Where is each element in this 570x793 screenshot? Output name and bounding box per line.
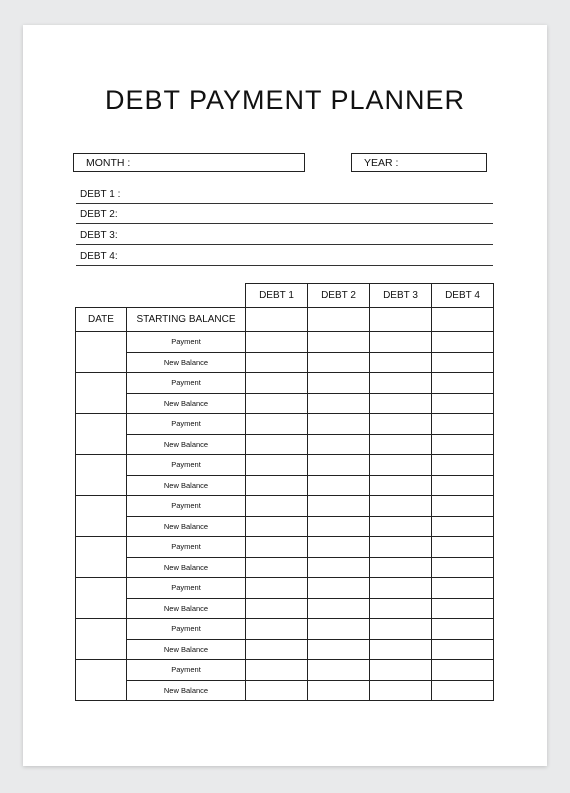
- debt-2-header: DEBT 2: [308, 284, 370, 308]
- page-title: DEBT PAYMENT PLANNER: [104, 85, 466, 115]
- payment-amount-cell[interactable]: [308, 496, 370, 517]
- date-cell[interactable]: [76, 332, 127, 373]
- payment-amount-cell[interactable]: [246, 496, 308, 517]
- date-cell[interactable]: [76, 373, 127, 414]
- payment-row: [76, 332, 494, 353]
- new-balance-row: [76, 393, 494, 414]
- new-balance-amount-cell[interactable]: [246, 516, 308, 537]
- payment-amount-cell[interactable]: [432, 578, 494, 599]
- year-field[interactable]: [351, 153, 487, 172]
- debt-cell[interactable]: [432, 308, 494, 332]
- payment-amount-cell[interactable]: [308, 455, 370, 476]
- new-balance-row: [76, 475, 494, 496]
- new-balance-amount-cell[interactable]: [308, 434, 370, 455]
- new-balance-amount-cell[interactable]: [246, 598, 308, 619]
- payment-amount-cell[interactable]: [308, 332, 370, 353]
- new-balance-row: [76, 557, 494, 578]
- debt-line-4[interactable]: [76, 247, 493, 266]
- debt-cell[interactable]: [246, 308, 308, 332]
- payment-amount-cell[interactable]: [308, 660, 370, 681]
- new-balance-label: New Balance: [127, 434, 246, 455]
- new-balance-amount-cell[interactable]: [370, 352, 432, 373]
- payment-row: [76, 660, 494, 681]
- payment-label: Payment: [127, 660, 246, 681]
- new-balance-amount-cell[interactable]: [308, 393, 370, 414]
- payment-amount-cell[interactable]: [246, 660, 308, 681]
- new-balance-label: New Balance: [127, 475, 246, 496]
- debt-line-label: DEBT 4:: [80, 251, 118, 262]
- new-balance-amount-cell[interactable]: [308, 680, 370, 701]
- date-cell[interactable]: [76, 455, 127, 496]
- payment-table: [75, 283, 494, 701]
- new-balance-row: [76, 598, 494, 619]
- starting-balance-header: STARTING BALANCE: [127, 308, 246, 332]
- payment-amount-cell[interactable]: [432, 373, 494, 394]
- date-header: DATE: [76, 308, 127, 332]
- new-balance-amount-cell[interactable]: [370, 598, 432, 619]
- new-balance-amount-cell[interactable]: [432, 680, 494, 701]
- payment-amount-cell[interactable]: [246, 373, 308, 394]
- new-balance-amount-cell[interactable]: [432, 598, 494, 619]
- payment-amount-cell[interactable]: [370, 660, 432, 681]
- month-field[interactable]: [73, 153, 305, 172]
- payment-amount-cell[interactable]: [308, 537, 370, 558]
- date-cell[interactable]: [76, 414, 127, 455]
- payment-amount-cell[interactable]: [432, 496, 494, 517]
- payment-amount-cell[interactable]: [370, 619, 432, 640]
- date-cell[interactable]: [76, 496, 127, 537]
- payment-label: Payment: [127, 455, 246, 476]
- new-balance-row: [76, 434, 494, 455]
- debt-3-header: DEBT 3: [370, 284, 432, 308]
- new-balance-amount-cell[interactable]: [246, 434, 308, 455]
- debt-4-header: DEBT 4: [432, 284, 494, 308]
- payment-amount-cell[interactable]: [370, 537, 432, 558]
- new-balance-label: New Balance: [127, 352, 246, 373]
- payment-amount-cell[interactable]: [432, 414, 494, 435]
- payment-row: [76, 414, 494, 435]
- new-balance-amount-cell[interactable]: [308, 475, 370, 496]
- payment-amount-cell[interactable]: [370, 414, 432, 435]
- payment-amount-cell[interactable]: [432, 537, 494, 558]
- new-balance-label: New Balance: [127, 557, 246, 578]
- debt-1-header: DEBT 1: [246, 284, 308, 308]
- new-balance-label: New Balance: [127, 516, 246, 537]
- debt-line-3[interactable]: [76, 226, 493, 245]
- payment-amount-cell[interactable]: [370, 332, 432, 353]
- payment-amount-cell[interactable]: [246, 537, 308, 558]
- payment-amount-cell[interactable]: [432, 619, 494, 640]
- payment-row: [76, 455, 494, 476]
- new-balance-amount-cell[interactable]: [370, 516, 432, 537]
- payment-row: [76, 496, 494, 517]
- debt-line-1[interactable]: [76, 185, 493, 204]
- new-balance-label: New Balance: [127, 639, 246, 660]
- month-label: MONTH :: [86, 157, 131, 169]
- new-balance-amount-cell[interactable]: [308, 352, 370, 373]
- new-balance-amount-cell[interactable]: [432, 434, 494, 455]
- payment-label: Payment: [127, 496, 246, 517]
- new-balance-amount-cell[interactable]: [370, 434, 432, 455]
- date-cell[interactable]: [76, 578, 127, 619]
- new-balance-amount-cell[interactable]: [308, 639, 370, 660]
- debt-cell[interactable]: [308, 308, 370, 332]
- date-cell[interactable]: [76, 660, 127, 701]
- payment-row: [76, 373, 494, 394]
- new-balance-row: [76, 352, 494, 373]
- payment-amount-cell[interactable]: [246, 578, 308, 599]
- payment-row: [76, 537, 494, 558]
- debt-line-label: DEBT 2:: [80, 209, 118, 220]
- new-balance-amount-cell[interactable]: [370, 557, 432, 578]
- payment-label: Payment: [127, 414, 246, 435]
- payment-amount-cell[interactable]: [370, 373, 432, 394]
- payment-label: Payment: [127, 537, 246, 558]
- payment-amount-cell[interactable]: [246, 332, 308, 353]
- new-balance-amount-cell[interactable]: [432, 516, 494, 537]
- new-balance-amount-cell[interactable]: [432, 557, 494, 578]
- payment-amount-cell[interactable]: [246, 455, 308, 476]
- payment-amount-cell[interactable]: [432, 455, 494, 476]
- payment-label: Payment: [127, 332, 246, 353]
- new-balance-amount-cell[interactable]: [246, 352, 308, 373]
- debt-line-label: DEBT 3:: [80, 230, 118, 241]
- payment-label: Payment: [127, 373, 246, 394]
- new-balance-amount-cell[interactable]: [370, 680, 432, 701]
- new-balance-amount-cell[interactable]: [308, 557, 370, 578]
- payment-amount-cell[interactable]: [370, 496, 432, 517]
- payment-label: Payment: [127, 578, 246, 599]
- payment-amount-cell[interactable]: [308, 619, 370, 640]
- debt-header-row: [76, 284, 494, 308]
- new-balance-amount-cell[interactable]: [432, 639, 494, 660]
- payment-amount-cell[interactable]: [370, 578, 432, 599]
- new-balance-label: New Balance: [127, 598, 246, 619]
- payment-amount-cell[interactable]: [246, 619, 308, 640]
- new-balance-amount-cell[interactable]: [308, 516, 370, 537]
- new-balance-amount-cell[interactable]: [246, 475, 308, 496]
- payment-label: Payment: [127, 619, 246, 640]
- date-cell[interactable]: [76, 619, 127, 660]
- new-balance-row: [76, 680, 494, 701]
- new-balance-row: [76, 639, 494, 660]
- column-header-row: [76, 308, 494, 332]
- new-balance-amount-cell[interactable]: [246, 393, 308, 414]
- debt-line-label: DEBT 1 :: [80, 189, 121, 200]
- payment-amount-cell[interactable]: [432, 660, 494, 681]
- new-balance-amount-cell[interactable]: [370, 639, 432, 660]
- new-balance-amount-cell[interactable]: [370, 475, 432, 496]
- payment-amount-cell[interactable]: [370, 455, 432, 476]
- planner-sheet: [23, 25, 547, 766]
- new-balance-amount-cell[interactable]: [370, 393, 432, 414]
- new-balance-amount-cell[interactable]: [432, 352, 494, 373]
- new-balance-amount-cell[interactable]: [308, 598, 370, 619]
- new-balance-label: New Balance: [127, 393, 246, 414]
- payment-amount-cell[interactable]: [308, 373, 370, 394]
- new-balance-amount-cell[interactable]: [246, 639, 308, 660]
- payment-amount-cell[interactable]: [308, 578, 370, 599]
- debt-cell[interactable]: [370, 308, 432, 332]
- payment-amount-cell[interactable]: [432, 332, 494, 353]
- payment-row: [76, 619, 494, 640]
- date-cell[interactable]: [76, 537, 127, 578]
- payment-row: [76, 578, 494, 599]
- payment-amount-cell[interactable]: [308, 414, 370, 435]
- new-balance-amount-cell[interactable]: [246, 680, 308, 701]
- year-label: YEAR :: [364, 157, 399, 169]
- new-balance-amount-cell[interactable]: [432, 475, 494, 496]
- new-balance-row: [76, 516, 494, 537]
- debt-line-2[interactable]: [76, 205, 493, 224]
- new-balance-amount-cell[interactable]: [432, 393, 494, 414]
- new-balance-amount-cell[interactable]: [246, 557, 308, 578]
- payment-amount-cell[interactable]: [246, 414, 308, 435]
- new-balance-label: New Balance: [127, 680, 246, 701]
